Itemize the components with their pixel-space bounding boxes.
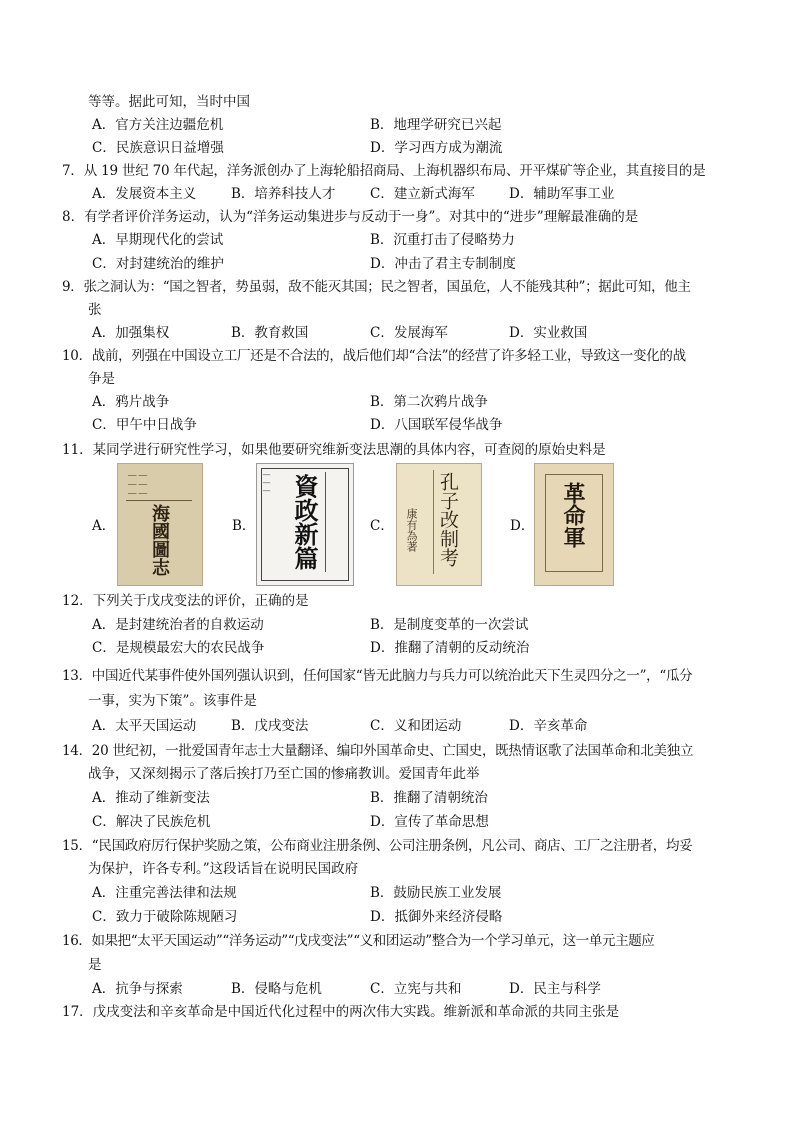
q10-option-a: A．鸦片战争 (92, 394, 170, 410)
q11-image-c-author: 康有為著 (405, 508, 418, 552)
q8-option-a: A．早期现代化的尝试 (92, 232, 224, 248)
q9-option-b: B．教育救国 (231, 325, 309, 341)
q7-option-a: A．发展资本主义 (92, 186, 197, 202)
q12-option-d: D．推翻了清朝的反动统治 (370, 640, 530, 656)
q13-option-b: B．戊戌变法 (231, 718, 309, 734)
q13-stem-line1: 13．中国近代某事件使外国列强认识到，任何国家“皆无此脑力与兵力可以统治此天下生灵四分之一”，“瓜分 (62, 668, 693, 684)
q11-option-c: C． (370, 518, 394, 534)
q16-option-b: B．侵略与危机 (231, 981, 322, 997)
q16-stem-line2: 是 (88, 957, 102, 973)
q11-option-a: A． (92, 518, 116, 534)
q11-option-d: D． (510, 518, 535, 534)
q14-stem-line2: 战争，又深刻揭示了落后挨打乃至亡国的惨痛教训。爱国青年此举 (88, 766, 480, 782)
q11-image-a-title: 海國圖志 (149, 504, 170, 576)
q7-option-d: D．辅助军事工业 (509, 186, 615, 202)
q11-option-b: B． (232, 518, 256, 534)
q11-image-d-title: 革命軍 (560, 482, 586, 548)
q12-option-b: B．是制度变革的一次尝试 (370, 617, 529, 633)
q7-option-b: B．培养科技人才 (231, 186, 336, 202)
q9-stem-line1: 9．张之洞认为：“国之智者，势虽弱，敌不能灭其国；民之智者，国虽危，人不能残其种”；据此可知，他主 (62, 279, 691, 295)
q11-stem: 11．某同学进行研究性学习，如果他要研究维新变法思潮的具体内容，可查阅的原始史料是 (62, 442, 606, 458)
q15-option-c: C．致力于破除陈规陋习 (92, 909, 238, 925)
q11-image-b-zizheng-xinpian: ── ── ── 資政新篇 (256, 463, 354, 586)
q14-option-a: A．推动了维新变法 (92, 790, 210, 806)
q12-option-c: C．是规模最宏大的农民战争 (92, 640, 265, 656)
q10-option-d: D．八国联军侵华战争 (370, 417, 503, 433)
q9-option-d: D．实业救国 (509, 325, 588, 341)
q13-option-d: D．辛亥革命 (509, 718, 588, 734)
q14-option-b: B．推翻了清朝统治 (370, 790, 488, 806)
q9-option-a: A．加强集权 (92, 325, 170, 341)
q7-option-c: C．建立新式海军 (370, 186, 475, 202)
q9-stem-line2: 张 (88, 302, 102, 318)
q11-image-d-geming-jun (534, 463, 614, 586)
q7-stem: 7．从 19 世纪 70 年代起，洋务派创办了上海轮船招商局、上海机器织布局、开平煤矿等企业，其直接目的是 (62, 163, 706, 179)
q16-option-d: D．民主与科学 (509, 981, 601, 997)
q11-image-c-kongzi-gaizhi-kao (396, 463, 482, 586)
q17-stem: 17．戊戌变法和辛亥革命是中国近代化过程中的两次伟大实践。维新派和革命派的共同主张是 (62, 1004, 620, 1020)
q11-image-a-haiguo-tuzhi: ── ── ── ── ── ── 海國圖志 (117, 463, 203, 586)
q15-stem-line2: 为保护，许各专利。”这段话旨在说明民国政府 (88, 861, 359, 877)
q16-stem-line1: 16．如果把“太平天国运动”“洋务运动”“戊戌变法”“义和团运动”整合为一个学习单元，这一单元主题应 (62, 933, 655, 949)
q11-image-b-title: 資政新篇 (290, 474, 319, 570)
q16-option-a: A．抗争与探索 (92, 981, 183, 997)
q10-stem-line2: 争是 (88, 371, 115, 387)
q10-option-b: B．第二次鸦片战争 (370, 394, 488, 410)
q6-stem-continuation: 等等。据此可知，当时中国 (88, 94, 250, 110)
q15-option-d: D．抵御外来经济侵略 (370, 909, 503, 925)
q13-option-c: C．义和团运动 (370, 718, 462, 734)
q15-stem-line1: 15．“民国政府厉行保护奖励之策，公布商业注册条例、公司注册条例，凡公司、商店、工厂之注册者，均妥 (62, 838, 693, 854)
q12-option-a: A．是封建统治者的自救运动 (92, 617, 264, 633)
q13-stem-line2: 一事，实为下策”。该事件是 (88, 693, 257, 709)
q8-option-c: C．对封建统治的维护 (92, 256, 224, 272)
q6-option-c: C．民族意识日益增强 (92, 140, 224, 156)
q10-stem-line1: 10．战前，列强在中国设立工厂还是不合法的，战后他们却“合法”的经营了许多轻工业，导致这一变化的战 (62, 348, 686, 364)
q16-option-c: C．立宪与共和 (370, 981, 462, 997)
q8-option-b: B．沉重打击了侵略势力 (370, 232, 515, 248)
q15-option-b: B．鼓励民族工业发展 (370, 885, 502, 901)
q6-option-b: B．地理学研究已兴起 (370, 117, 502, 133)
q8-option-d: D．冲击了君主专制制度 (370, 256, 516, 272)
q14-option-d: D．宣传了革命思想 (370, 814, 489, 830)
q10-option-c: C．甲午中日战争 (92, 417, 197, 433)
q12-stem: 12．下列关于戊戌变法的评价，正确的是 (62, 593, 309, 609)
q6-option-a: A．官方关注边疆危机 (92, 117, 224, 133)
q9-option-c: C．发展海军 (370, 325, 448, 341)
q14-stem-line1: 14．20 世纪初，一批爱国青年志士大量翻译、编印外国革命史、亡国史，既热情讴歌了法国革命和北美独立 (62, 743, 694, 759)
q15-option-a: A．注重完善法律和法规 (92, 885, 237, 901)
q8-stem: 8．有学者评价洋务运动，认为“洋务运动集进步与反动于一身”。对其中的“进步”理解最准确的是 (62, 209, 639, 225)
q6-option-d: D．学习西方成为潮流 (370, 140, 503, 156)
q14-option-c: C．解决了民族危机 (92, 814, 211, 830)
q13-option-a: A．太平天国运动 (92, 718, 197, 734)
q11-image-c-title: 孔子改制考 (437, 472, 459, 567)
